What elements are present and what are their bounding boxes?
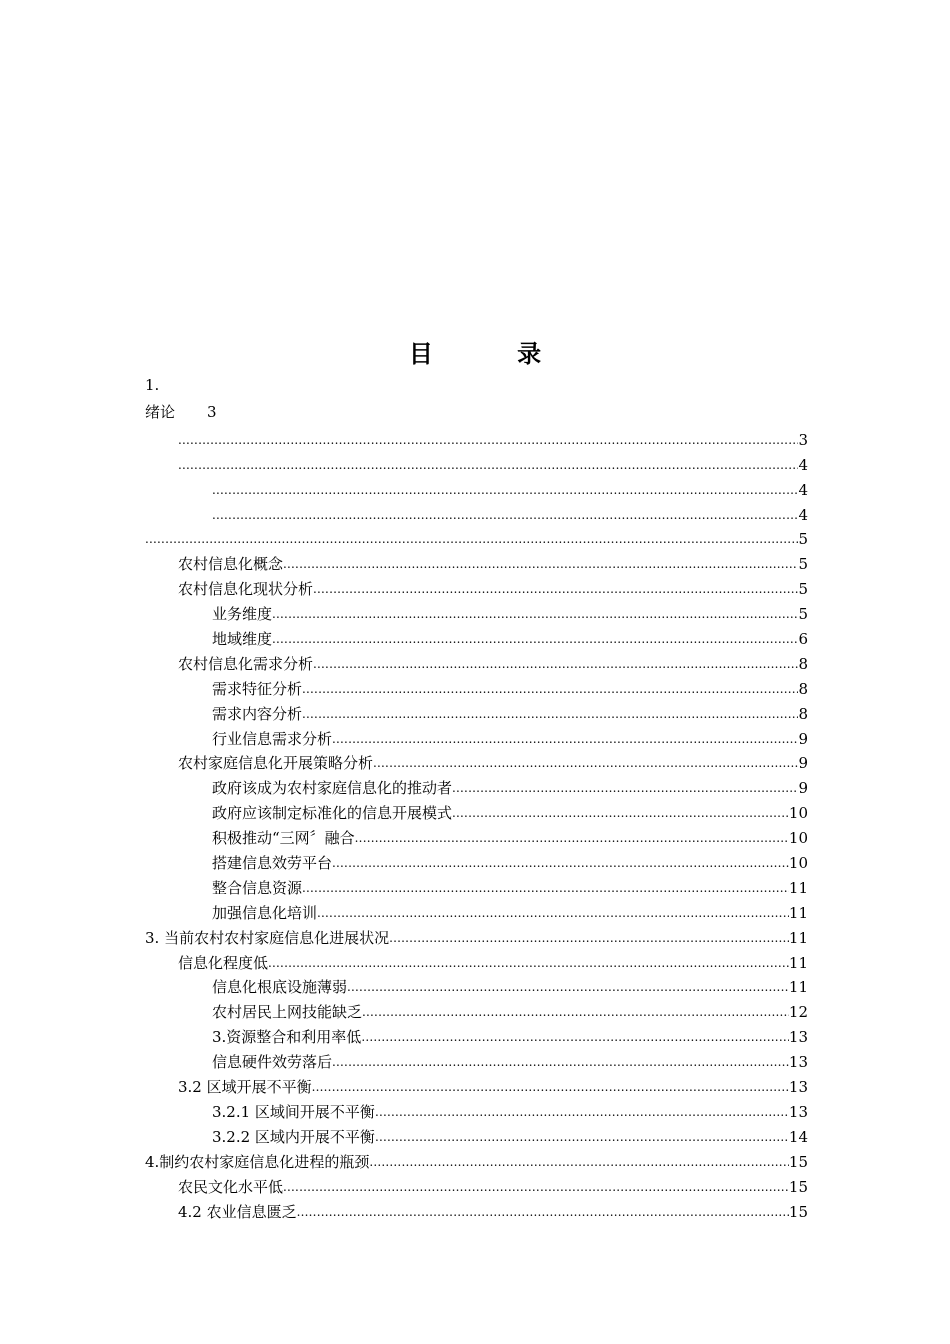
toc-entry-page: 6: [798, 630, 808, 649]
toc-entry-page: 15: [788, 1177, 808, 1196]
toc-entry-page: 5: [798, 530, 808, 549]
toc-entry[interactable]: [145, 723, 808, 748]
toc-dot-leader: [369, 1156, 789, 1168]
toc-entry-text: 3.2 区域开展不平衡: [178, 1078, 312, 1097]
toc-entry[interactable]: [145, 449, 808, 474]
toc-entry[interactable]: [145, 748, 808, 773]
toc-entry-text: 3.2.1 区域间开展不平衡: [212, 1102, 375, 1121]
toc-entry-page: 10: [788, 829, 808, 848]
toc-entry[interactable]: [145, 897, 808, 922]
toc-dot-leader: [452, 807, 789, 819]
toc-entry-page: 5: [798, 555, 808, 574]
toc-entry-page: 4: [798, 505, 808, 524]
toc-entry-text: 加强信息化培训: [212, 903, 318, 922]
toc-dot-leader: [268, 957, 789, 969]
toc-dot-leader: [389, 932, 789, 944]
toc-dot-leader: [178, 434, 798, 446]
toc-entry-text: 信息化根底设施薄弱: [212, 978, 348, 997]
toc-entry-text: 信息化程度低: [178, 953, 269, 972]
toc-entry[interactable]: [145, 872, 808, 897]
toc-entry-text: 信息硬件效劳落后: [212, 1053, 333, 1072]
toc-entry-page: 13: [788, 1053, 808, 1072]
toc-entry-text: 农村信息化概念: [178, 555, 284, 574]
toc-entry[interactable]: [145, 1196, 808, 1221]
toc-entry-page: 11: [788, 978, 808, 997]
toc-entry-page: 11: [788, 903, 808, 922]
toc-dot-leader: [283, 558, 798, 570]
toc-entry-page: 3: [798, 430, 808, 449]
toc-dot-leader: [361, 1031, 789, 1043]
toc-dot-leader: [373, 757, 798, 769]
toc-entry-text: 农村居民上网技能缺乏: [212, 1003, 363, 1022]
table-of-contents: [145, 424, 808, 1221]
toc-entry[interactable]: [145, 996, 808, 1021]
toc-chapter-number: 1.: [145, 376, 160, 394]
toc-entry[interactable]: [145, 797, 808, 822]
toc-entry-page: 5: [798, 580, 808, 599]
toc-entry-page: 10: [788, 854, 808, 873]
toc-entry-page: 9: [798, 729, 808, 748]
toc-dot-leader: [317, 907, 789, 919]
toc-entry[interactable]: [145, 847, 808, 872]
toc-entry[interactable]: [145, 648, 808, 673]
toc-entry[interactable]: [145, 822, 808, 847]
toc-entry-page: 11: [788, 928, 808, 947]
toc-entry[interactable]: [145, 524, 808, 549]
toc-entry[interactable]: [145, 1096, 808, 1121]
toc-dot-leader: [452, 782, 798, 794]
toc-entry[interactable]: [145, 922, 808, 947]
toc-entry-page: 14: [788, 1127, 808, 1146]
toc-dot-leader: [332, 1056, 789, 1068]
toc-entry[interactable]: [145, 474, 808, 499]
toc-entry-text: 需求特征分析: [212, 679, 303, 698]
toc-dot-leader: [375, 1106, 789, 1118]
toc-dot-leader: [355, 832, 789, 844]
toc-entry[interactable]: [145, 598, 808, 623]
toc-dot-leader: [313, 658, 798, 670]
toc-entry-text: 农民文化水平低: [178, 1177, 284, 1196]
toc-dot-leader: [302, 882, 789, 894]
toc-entry[interactable]: [145, 548, 808, 573]
toc-chapter-label: 绪论: [145, 403, 176, 421]
toc-entry-text: 地域维度: [212, 630, 273, 649]
toc-entry-page: 13: [788, 1102, 808, 1121]
toc-entry-page: 13: [788, 1078, 808, 1097]
toc-dot-leader: [312, 1081, 789, 1093]
toc-entry-text: 政府该成为农村家庭信息化的推动者: [212, 779, 453, 798]
toc-entry-page: 4: [798, 480, 808, 499]
toc-dot-leader: [145, 533, 798, 545]
toc-entry-text: 3.2.2 区域内开展不平衡: [212, 1127, 375, 1146]
toc-dot-leader: [212, 484, 798, 496]
toc-entry-text: 4.2 农业信息匮乏: [178, 1202, 297, 1221]
toc-dot-leader: [302, 708, 798, 720]
toc-entry[interactable]: [145, 1046, 808, 1071]
toc-entry-page: 9: [798, 754, 808, 773]
toc-entry-text: 行业信息需求分析: [212, 729, 333, 748]
toc-entry-page: 11: [788, 878, 808, 897]
toc-entry-text: 4.制约农村家庭信息化进程的瓶颈: [145, 1152, 370, 1171]
toc-entry[interactable]: [145, 499, 808, 524]
toc-dot-leader: [362, 1006, 789, 1018]
toc-dot-leader: [212, 509, 798, 521]
toc-entry-page: 10: [788, 804, 808, 823]
toc-entry-page: 15: [788, 1152, 808, 1171]
toc-entry-page: 8: [798, 704, 808, 723]
toc-dot-leader: [313, 583, 798, 595]
toc-entry[interactable]: [145, 424, 808, 449]
toc-dot-leader: [375, 1131, 789, 1143]
toc-entry-text: 农村信息化需求分析: [178, 654, 314, 673]
toc-entry-text: 搭建信息效劳平台: [212, 854, 333, 873]
toc-entry-text: 3. 当前农村农村家庭信息化进展状况: [145, 928, 390, 947]
toc-entry[interactable]: [145, 1021, 808, 1046]
toc-dot-leader: [302, 683, 798, 695]
toc-entry[interactable]: [145, 1146, 808, 1171]
toc-dot-leader: [272, 633, 798, 645]
toc-dot-leader: [297, 1206, 789, 1218]
toc-title: 目 录: [408, 339, 580, 368]
toc-entry-text: 需求内容分析: [212, 704, 303, 723]
toc-entry[interactable]: [145, 772, 808, 797]
toc-entry[interactable]: [145, 673, 808, 698]
toc-entry[interactable]: [145, 972, 808, 997]
toc-entry-text: 政府应该制定标准化的信息开展模式: [212, 804, 453, 823]
toc-entry-page: 8: [798, 679, 808, 698]
toc-entry[interactable]: [145, 1171, 808, 1196]
toc-entry-page: 4: [798, 455, 808, 474]
toc-entry[interactable]: [145, 698, 808, 723]
toc-dot-leader: [332, 857, 789, 869]
toc-entry-page: 8: [798, 654, 808, 673]
toc-dot-leader: [347, 981, 789, 993]
toc-entry[interactable]: [145, 1121, 808, 1146]
toc-entry-text: 3.资源整合和利用率低: [212, 1028, 362, 1047]
toc-entry-page: 15: [788, 1202, 808, 1221]
toc-entry[interactable]: [145, 573, 808, 598]
toc-entry[interactable]: [145, 623, 808, 648]
toc-dot-leader: [272, 608, 798, 620]
toc-entry-text: 业务维度: [212, 605, 273, 624]
toc-dot-leader: [332, 733, 798, 745]
toc-entry-page: 9: [798, 779, 808, 798]
toc-entry-page: 13: [788, 1028, 808, 1047]
toc-dot-leader: [178, 459, 798, 471]
toc-entry-text: 农村信息化现状分析: [178, 580, 314, 599]
toc-dot-leader: [283, 1181, 789, 1193]
toc-entry-page: 11: [788, 953, 808, 972]
toc-chapter-page: 3: [207, 403, 217, 421]
toc-entry-text: 积极推动“三网〞融合: [212, 829, 355, 848]
toc-entry-page: 5: [798, 605, 808, 624]
toc-entry-page: 12: [788, 1003, 808, 1022]
toc-entry[interactable]: [145, 947, 808, 972]
toc-chapter-heading: [145, 401, 217, 422]
toc-entry-text: 农村家庭信息化开展策略分析: [178, 754, 374, 773]
toc-entry-text: 整合信息资源: [212, 878, 303, 897]
toc-entry[interactable]: [145, 1071, 808, 1096]
